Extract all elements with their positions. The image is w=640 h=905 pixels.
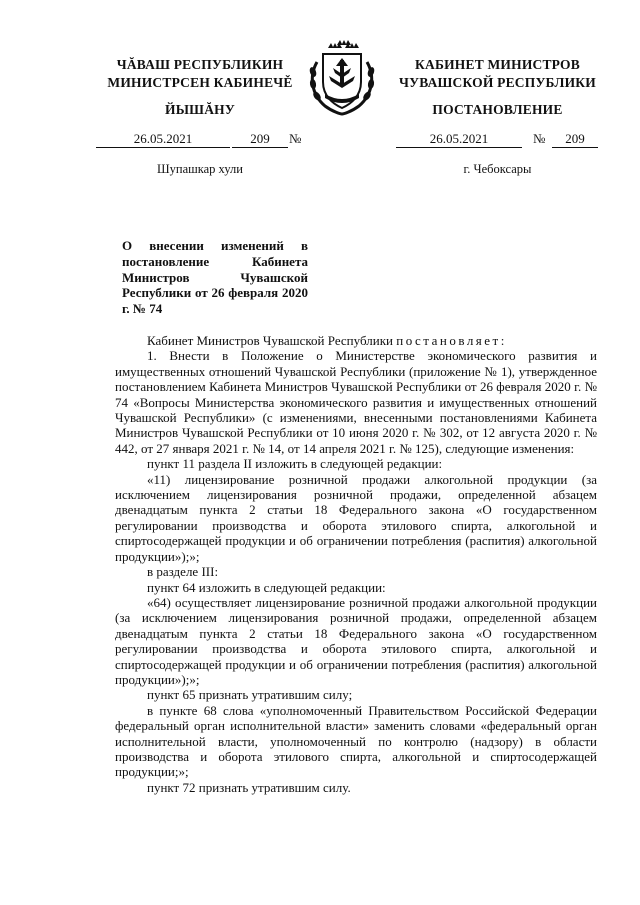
left-number: 209 bbox=[232, 131, 288, 148]
body-intro-resolves: постановляет: bbox=[396, 333, 507, 348]
right-city: г. Чебоксары bbox=[463, 162, 532, 176]
right-doctype: ПОСТАНОВЛЕНИЕ bbox=[432, 102, 563, 117]
left-header-org bbox=[95, 56, 305, 92]
left-date: 26.05.2021 bbox=[96, 131, 230, 148]
body-paragraph-8: в пункте 68 слова «уполномоченный Правительством Российской Федерации федеральный орган исполнительной власти» заменить словами «федеральный орган исполнительной власти, уполномоченный по контролю (надзору) в области производства и оборота этилового спирта, алкогольной и спиртосодержащей продукции;»; bbox=[115, 702, 597, 780]
left-date-line bbox=[96, 131, 308, 149]
body-intro-main: Кабинет Министров Чувашской Республики bbox=[147, 333, 393, 348]
body-paragraph-4: в разделе III: bbox=[147, 564, 219, 580]
left-city: Шупашкар хули bbox=[157, 162, 243, 176]
right-number: 209 bbox=[552, 131, 598, 148]
right-header-org bbox=[385, 56, 610, 92]
document-body bbox=[115, 333, 597, 795]
right-date-line bbox=[396, 131, 598, 149]
left-header-line1: ЧĂВАШ РЕСПУБЛИКИН bbox=[116, 57, 284, 72]
body-paragraph-6: «64) осуществляет лицензирование розничной продажи алкогольной продукции (за исключением лицензирования розничной продажи, определенной абзацем двенадцатым пункта 2 статьи 18 Федерального закона «О государственном регулировании производства и оборота этилового спирта, алкогольной и спиртосодержащей продукции и об ограничении потребления (распития) алкогольной продукции»);»; bbox=[115, 594, 597, 687]
body-paragraph-5: пункт 64 изложить в следующей редакции: bbox=[147, 579, 386, 595]
left-number-sign: № bbox=[289, 131, 302, 146]
right-date: 26.05.2021 bbox=[396, 131, 522, 148]
emblem bbox=[303, 38, 381, 118]
chuvash-coat-of-arms-icon bbox=[303, 38, 381, 118]
body-paragraph-7: пункт 65 признать утратившим силу; bbox=[147, 687, 353, 703]
body-paragraph-3: «11) лицензирование розничной продажи алкогольной продукции (за исключением лицензирования розничной продажи, определенной абзацем двенадцатым пункта 2 статьи 18 Федерального закона «О государственном регулировании производства и оборота этилового спирта, алкогольной и спиртосодержащей продукции и об ограничении потребления (распития) алкогольной продукции»);»; bbox=[115, 471, 597, 564]
body-paragraph-1: 1. Внести в Положение о Министерстве экономического развития и имущественных отношений Чувашской Республики (приложение № 1), утвержденное постановлением Кабинета Министров Чувашской Республики от 26 февраля 2020 г. № 74 «Вопросы Министерства экономического развития и имущественных отношений Чувашской Республики» (с изменениями, внесенными постановлениями Кабинета Министров Чувашской Республики от 10 июня 2020 г. № 302, от 12 августа 2020 г. № 442, от 27 января 2021 г. № 14, от 14 апреля 2021 г. № 125), следующие изменения: bbox=[115, 348, 597, 456]
body-paragraph-9: пункт 72 признать утратившим силу. bbox=[147, 779, 351, 795]
left-doctype: ЙЫШĂНУ bbox=[165, 102, 235, 117]
right-header-line1: КАБИНЕТ МИНИСТРОВ bbox=[415, 57, 580, 72]
right-number-sign: № bbox=[533, 131, 546, 146]
left-header-line2: МИНИСТРСЕН КАБИНЕЧĚ bbox=[107, 75, 293, 90]
body-paragraph-2: пункт 11 раздела II изложить в следующей редакции: bbox=[147, 456, 443, 472]
right-header-line2: ЧУВАШСКОЙ РЕСПУБЛИКИ bbox=[399, 75, 596, 90]
document-subject: О внесении изменений в постановление Кабинета Министров Чувашской Республики от 26 февраля 2020 г. № 74 bbox=[122, 238, 308, 317]
body-intro bbox=[115, 333, 597, 348]
